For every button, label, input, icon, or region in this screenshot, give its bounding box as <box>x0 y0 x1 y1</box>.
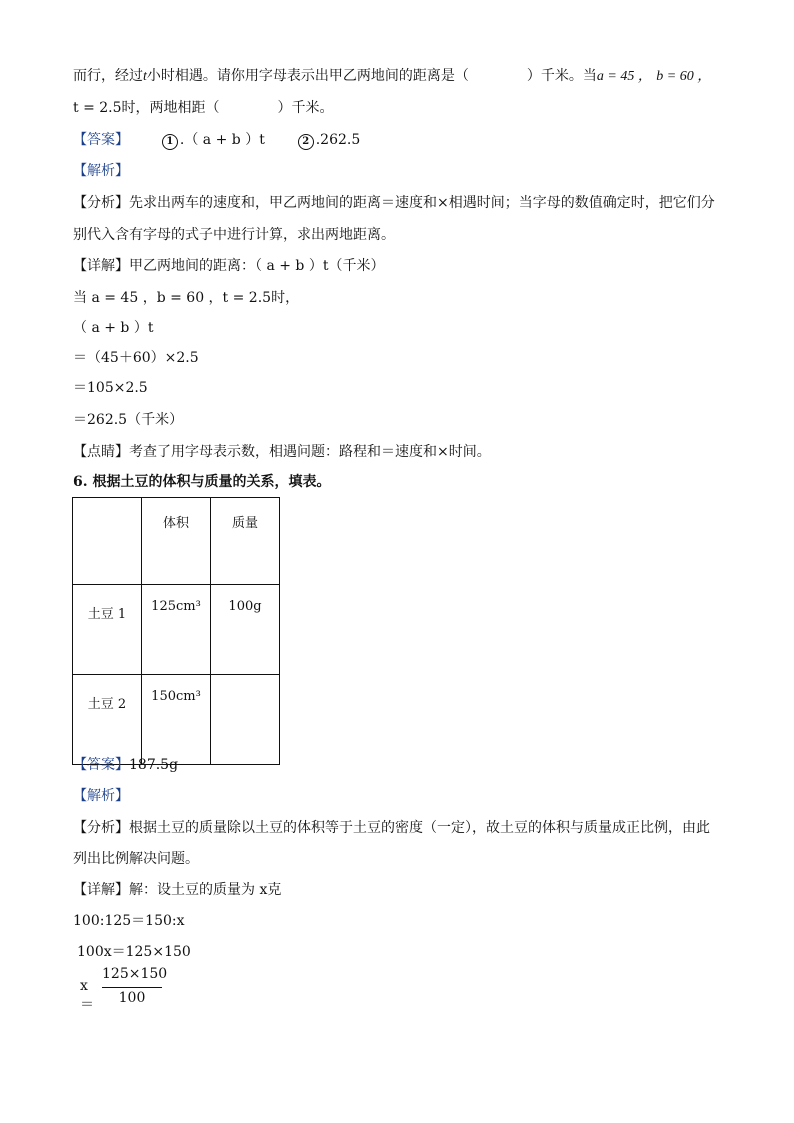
q6-title: 6. 根据土豆的体积与质量的关系，填表。 <box>73 474 331 490</box>
q6-answer <box>73 755 178 775</box>
dianjing-tag: 【点睛】 <box>73 444 129 460</box>
q5-text: ）千米。 <box>277 100 334 116</box>
q5-jiexi <box>73 161 129 181</box>
calc-step: 100x＝125×150 <box>77 944 191 960</box>
fraction-bar <box>102 987 162 988</box>
q5-answer <box>73 130 360 150</box>
xiangjie-tag: 【详解】 <box>73 258 129 274</box>
circled-2-icon: 2 <box>298 134 314 150</box>
circled-1-icon: 1 <box>162 134 178 150</box>
table-row <box>73 675 280 765</box>
q5-line-2 <box>73 98 334 118</box>
table-cell: 150cm³ <box>142 675 211 765</box>
calc-step: （ a + b ）t <box>73 320 154 336</box>
table-header-row <box>73 498 280 585</box>
fraction-denominator: 100 <box>118 990 146 1006</box>
calc-step: 100:125＝150:x <box>73 913 185 929</box>
calc-step: ＝105×2.5 <box>73 380 148 396</box>
fenxi-text: 根据土豆的质量除以土豆的体积等于土豆的密度（一定），故土豆的体积与质量成正比例，由此 <box>129 820 710 836</box>
answer-tag: 【答案】 <box>73 132 129 148</box>
eq-a: a = 45 ， <box>596 69 652 84</box>
calc-step: ＝（45＋60）×2.5 <box>73 350 199 366</box>
q5-fenxi-1 <box>73 193 715 213</box>
fenxi-text: 别代入含有字母的式子中进行计算，求出两地距离。 <box>73 227 395 243</box>
table-header-cell: 质量 <box>211 498 280 585</box>
dianjing-text: 考查了用字母表示数，相遇问题：路程和＝速度和×时间。 <box>129 444 491 460</box>
jiexi-tag: 【解析】 <box>73 163 129 179</box>
fraction-lhs: x＝ <box>80 978 94 1013</box>
calc-step: 当 a = 45 ，b = 60 ，t = 2.5时， <box>73 290 300 306</box>
q6-xiangjie <box>73 880 281 900</box>
table-cell: 土豆 1 <box>73 585 142 675</box>
table-header-cell: 体积 <box>142 498 211 585</box>
fraction-numerator: 125×150 <box>102 966 168 982</box>
var-t: t <box>143 69 147 84</box>
answer-value: 187.5g <box>129 757 179 773</box>
q6-fenxi-1 <box>73 818 710 838</box>
q5-text: ）千米。当 <box>526 68 597 84</box>
eq-b: b = 60 ， <box>656 69 712 84</box>
table-cell: 125cm³ <box>142 585 211 675</box>
q5-dianjing <box>73 442 491 462</box>
table-cell: 100g <box>211 585 280 675</box>
q6-table <box>72 497 280 765</box>
answer-2: .262.5 <box>315 132 361 148</box>
q5-line-1 <box>73 66 711 87</box>
jiexi-tag: 【解析】 <box>73 788 129 804</box>
q6-jiexi <box>73 786 129 806</box>
q5-text: 而行，经过 <box>73 68 143 84</box>
answer-1: .（ a + b ）t <box>179 132 265 148</box>
q6-fenxi-2 <box>73 849 199 869</box>
xiangjie-text: 解：设土豆的质量为 x克 <box>129 882 282 898</box>
q5-text: 小时相遇。请你用字母表示出甲乙两地间的距离是（ <box>146 68 469 84</box>
fenxi-tag: 【分析】 <box>73 820 129 836</box>
q5-xiangjie <box>73 256 384 276</box>
table-cell: 土豆 2 <box>73 675 142 765</box>
calc-step: ＝262.5（千米） <box>73 412 184 428</box>
fenxi-text: 先求出两车的速度和，甲乙两地间的距离＝速度和×相遇时间；当字母的数值确定时，把它们分 <box>129 195 715 211</box>
xiangjie-tag: 【详解】 <box>73 882 129 898</box>
fenxi-text: 列出比例解决问题。 <box>73 851 199 867</box>
xiangjie-text: 甲乙两地间的距离：（ a + b ）t（千米） <box>129 258 385 274</box>
fenxi-tag: 【分析】 <box>73 195 129 211</box>
answer-tag: 【答案】 <box>73 757 129 773</box>
q5-fenxi-2 <box>73 225 395 245</box>
table-row <box>73 585 280 675</box>
q5-text: t = 2.5时，两地相距（ <box>73 100 220 116</box>
table-cell-empty <box>211 675 280 765</box>
table-header-cell <box>73 498 142 585</box>
